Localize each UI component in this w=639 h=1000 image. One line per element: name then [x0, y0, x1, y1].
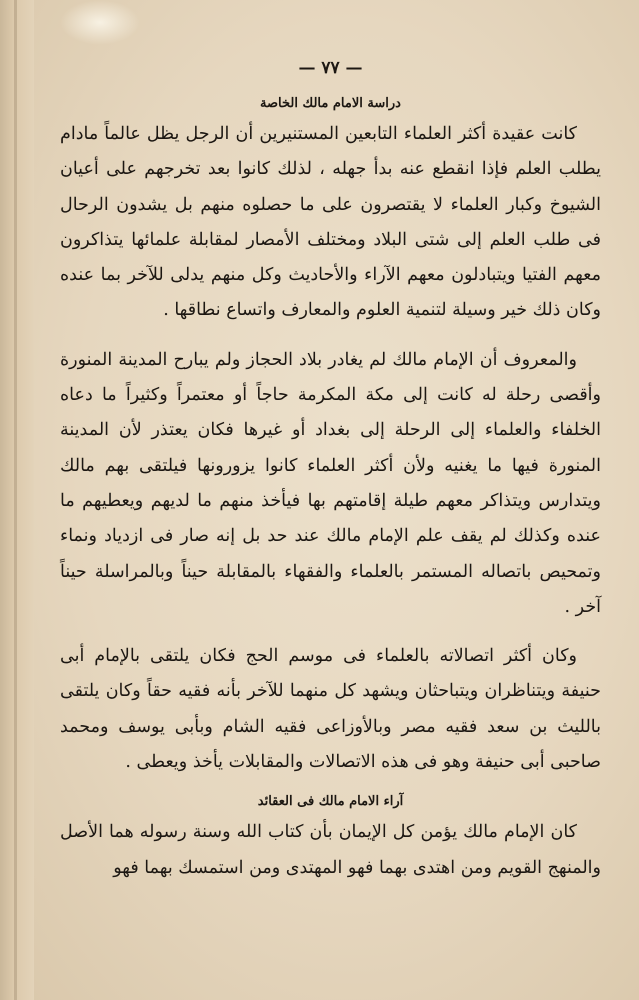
paragraph: كان الإمام مالك يؤمن كل الإيمان بأن كتاب الله وسنة رسوله هما الأصل والمنهج القويم ومن اهتدى بهما فهو المهتدى ومن استمسك بهما فهو — [60, 822, 601, 878]
paragraph: وكان أكثر اتصالاته بالعلماء فى موسم الحج فكان يلتقى بالإمام أبى حنيفة ويتناظران ويتباحثان ويشهد كل منهما للآخر بأنه فقيه حقاً وكان يلتقى بالليث بن سعد فقيه مصر وبالأوزاعى فقيه الشام وبأبى يوسف ومحمد صاحبى أبى حنيفة وهو فى هذه الاتصالات والمقابلات يأخذ ويعطى . — [60, 646, 601, 773]
section-title-beliefs: آراء الامام مالك فى العقائد — [257, 794, 404, 810]
spine-shadow — [14, 0, 17, 1000]
page-text-block — [60, 58, 601, 900]
paragraph: كانت عقيدة أكثر العلماء التابعين المستنيرين أن الرجل يظل عالماً مادام يطلب العلم فإذا انقطع عنه بدأ جهله ، لذلك كانوا بعد تخرجهم على أعيان الشيوخ وكبار العلماء لا يقتصرون على ما حصلوه منهم بل يشدون الرحال فى طلب العلم إلى شتى البلاد ومختلف الأمصار لمقابلة علمائها يتذاكرون معهم الفتيا ويتبادلون معهم الآراء والأحاديث وكل منهم يدلى للآخر بما عنده وكان ذلك خير وسيلة لتنمية العلوم والمعارف واتساع نطاقها . — [60, 124, 601, 321]
page-number: — ٧٧ — — [298, 58, 363, 78]
book-binding-edge — [0, 0, 34, 1000]
section-title-private-study: دراسة الامام مالك الخاصة — [260, 96, 401, 111]
paragraph: والمعروف أن الإمام مالك لم يغادر بلاد الحجاز ولم يبارح المدينة المنورة وأقصى رحلة له كانت إلى مكة المكرمة حاجاً أو معتمراً وكثيراً ما دعاه الخلفاء والعلماء إلى الرحلة إلى بغداد أو غيرها فكان يعتذر لأن المدينة المنورة فيها ما يغنيه ولأن أكثر العلماء كانوا يزورونها فيلتقى بهم مالك ويتدارس ويتذاكر معهم طيلة إقامتهم بها فيأخذ منهم ما لديهم ويعطيهم ما عنده وكذلك لم يقف علم الإمام مالك عند حد بل إنه صار فى ازدياد ونماء وتمحيص باتصاله المستمر بالعلماء والفقهاء بالمقابلة حيناً وبالمراسلة حيناً آخر . — [60, 349, 601, 617]
paper-worn-spot — [60, 0, 140, 45]
